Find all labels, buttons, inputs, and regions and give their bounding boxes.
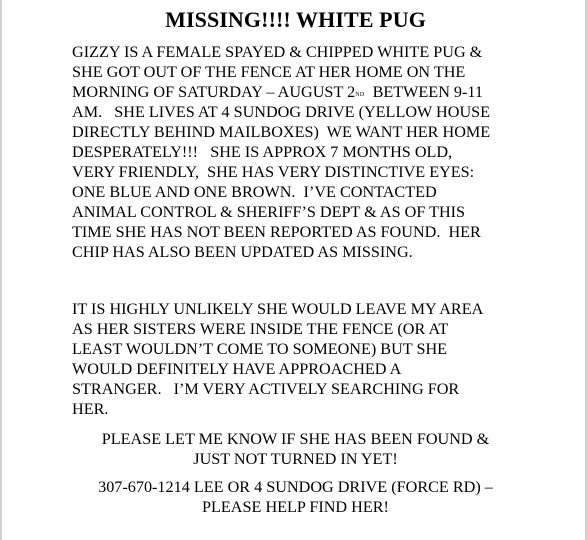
text-line: AS HER SISTERS WERE INSIDE THE FENCE (OR AT	[72, 320, 449, 338]
text-line: TIME SHE HAS NOT BEEN REPORTED AS FOUND. HER	[72, 223, 481, 241]
text-line: IT IS HIGHLY UNLIKELY SHE WOULD LEAVE MY AREA	[72, 300, 484, 318]
text-line: DIRECTLY BEHIND MAILBOXES) WE WANT HER HOME	[72, 123, 491, 141]
text-line: ONE BLUE AND ONE BROWN. I’VE CONTACTED	[72, 183, 437, 201]
text-line: AM. SHE LIVES AT 4 SUNDOG DRIVE (YELLOW HOUSE	[72, 103, 491, 121]
text-line: VERY FRIENDLY, SHE HAS VERY DISTINCTIVE EYES:	[72, 163, 475, 181]
text-line	[72, 82, 572, 102]
text-line: CHIP HAS ALSO BEEN UPDATED AS MISSING.	[72, 243, 413, 261]
text-line: PLEASE HELP FIND HER!	[202, 498, 389, 516]
text-line: 307-670-1214 LEE OR 4 SUNDOG DRIVE (FORCE RD) –	[98, 478, 493, 496]
text-line: ANIMAL CONTROL & SHERIFF’S DEPT & AS OF THIS	[72, 203, 466, 221]
ordinal-suffix: ND	[355, 92, 365, 98]
flyer-title: MISSING!!!! WHITE PUG	[165, 7, 426, 32]
text-fragment: BETWEEN 9-11	[364, 83, 483, 101]
contact-text	[2, 477, 587, 517]
description-paragraph	[72, 42, 572, 262]
text-line: HER.	[72, 400, 109, 418]
text-fragment: MORNING OF SATURDAY – AUGUST 2	[72, 83, 356, 101]
text-line: GIZZY IS A FEMALE SPAYED & CHIPPED WHITE PUG &	[72, 43, 483, 61]
text-line: DESPERATELY!!! SHE IS APPROX 7 MONTHS OLD,	[72, 143, 453, 161]
text-line: WOULD DEFINITELY HAVE APPROACHED A	[72, 360, 402, 378]
text-line: PLEASE LET ME KNOW IF SHE HAS BEEN FOUND &	[101, 430, 490, 448]
text-line: STRANGER. I’M VERY ACTIVELY SEARCHING FOR	[72, 380, 460, 398]
request-text	[2, 429, 587, 469]
text-line: SHE GOT OUT OF THE FENCE AT HER HOME ON THE	[72, 63, 466, 81]
text-line: JUST NOT TURNED IN YET!	[193, 450, 398, 468]
search-paragraph	[72, 299, 572, 419]
text-line: LEAST WOULDN’T COME TO SOMEONE) BUT SHE	[72, 340, 448, 358]
